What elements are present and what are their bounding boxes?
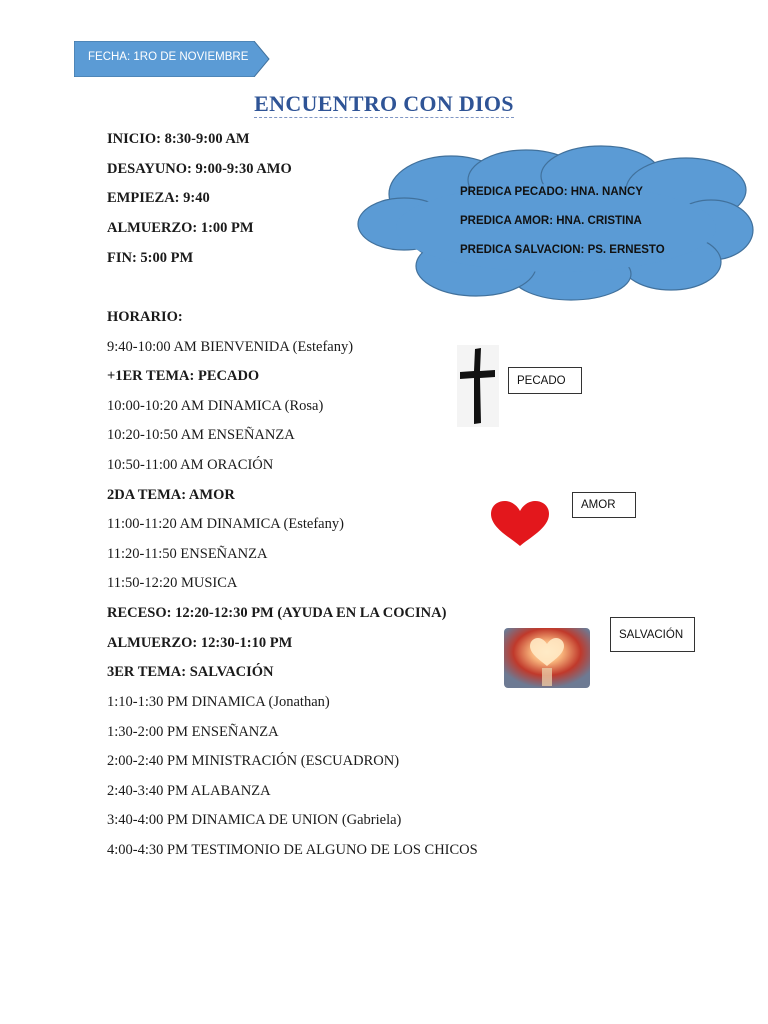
horario-heading: HORARIO:	[107, 309, 183, 325]
horario-line: 9:40-10:00 AM BIENVENIDA (Estefany)	[107, 339, 354, 355]
cross-icon	[457, 345, 499, 427]
label-pecado: PECADO	[508, 367, 582, 394]
horario-line: 3:40-4:00 PM DINAMICA DE UNION (Gabriela)	[107, 812, 402, 828]
horario-line: ALMUERZO: 12:30-1:10 PM	[107, 635, 293, 651]
horario-line: 10:00-10:20 AM DINAMICA (Rosa)	[107, 398, 324, 414]
horario-line: 2:40-3:40 PM ALABANZA	[107, 783, 271, 799]
horario-line: RECESO: 12:20-12:30 PM (AYUDA EN LA COCINA)	[107, 605, 447, 621]
date-text: FECHA: 1RO DE NOVIEMBRE	[88, 51, 249, 63]
cloud-line-pecado: PREDICA PECADO: HNA. NANCY	[460, 186, 643, 198]
horario-line: 2:00-2:40 PM MINISTRACIÓN (ESCUADRON)	[107, 753, 400, 769]
page-title	[0, 91, 768, 117]
salvation-heart-image-icon	[504, 628, 590, 688]
summary-line-empieza: EMPIEZA: 9:40	[107, 190, 210, 206]
horario-line: 4:00-4:30 PM TESTIMONIO DE ALGUNO DE LOS CHICOS	[107, 842, 478, 858]
label-amor: AMOR	[572, 492, 636, 518]
cloud-line-amor: PREDICA AMOR: HNA. CRISTINA	[460, 215, 642, 227]
summary-line-desayuno: DESAYUNO: 9:00-9:30 AMO	[107, 161, 292, 177]
heart-icon	[489, 500, 551, 548]
horario-line: 11:00-11:20 AM DINAMICA (Estefany)	[107, 516, 344, 532]
horario-line: 10:50-11:00 AM ORACIÓN	[107, 457, 274, 473]
horario-line: 11:50-12:20 MUSICA	[107, 575, 238, 591]
date-banner	[74, 41, 270, 77]
summary-line-almuerzo: ALMUERZO: 1:00 PM	[107, 220, 254, 236]
cloud-line-salvacion: PREDICA SALVACION: PS. ERNESTO	[460, 244, 665, 256]
summary-line-fin: FIN: 5:00 PM	[107, 250, 194, 266]
label-salvacion: SALVACIÓN	[610, 617, 695, 652]
summary-line-inicio: INICIO: 8:30-9:00 AM	[107, 131, 250, 147]
horario-line: 3ER TEMA: SALVACIÓN	[107, 664, 274, 680]
horario-line: 1:30-2:00 PM ENSEÑANZA	[107, 724, 279, 740]
horario-line: 1:10-1:30 PM DINAMICA (Jonathan)	[107, 694, 330, 710]
horario-line: 11:20-11:50 ENSEÑANZA	[107, 546, 268, 562]
horario-line: +1ER TEMA: PECADO	[107, 368, 260, 384]
horario-line: 2DA TEMA: AMOR	[107, 487, 235, 503]
title-text: ENCUENTRO CON DIOS	[254, 91, 514, 116]
horario-line: 10:20-10:50 AM ENSEÑANZA	[107, 427, 295, 443]
